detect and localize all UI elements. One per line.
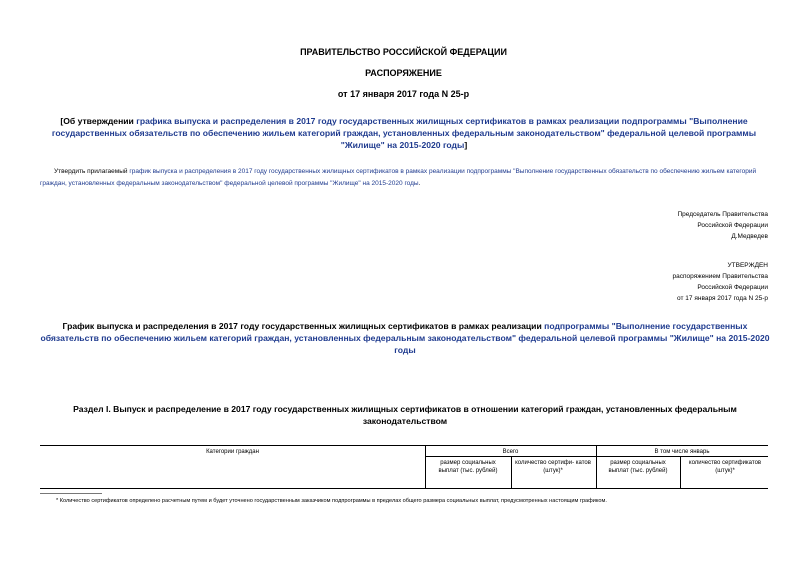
table-bottom-border: [40, 488, 768, 489]
document-type: РАСПОРЯЖЕНИЕ: [365, 68, 442, 78]
title-schedule-link[interactable]: графика выпуска и распределения в 2017 году государственных жилищных сертификатов в рамках реализации подпрограммы "Выполнение государственных обязательств по обеспечению жильем категорий граждан, установленных федеральным законодательством" федеральной целевой программы "Жилище" на 2015-2020 годы: [51, 116, 757, 150]
footnote: * Количество сертификатов определено расчетным путем и будет уточнено государственным заказчиком подпрограммы в пределах общего размера социальных выплат, предусмотренных настоящим графиком.: [56, 498, 607, 504]
header-total: Всего: [502, 449, 519, 455]
header-payments-total: размер социальных выплат (тыс. рублей): [438, 460, 498, 474]
header-payments-january: размер социальных выплат (тыс. рублей): [608, 460, 668, 474]
title-suffix: ]: [464, 140, 468, 150]
signature-block: [560, 209, 768, 242]
approval-date: от 17 января 2017 года N 25-р: [677, 295, 768, 302]
order-text-start: Утвердить прилагаемый: [54, 168, 130, 175]
order-text-end: .: [418, 180, 421, 187]
table-vline-2: [511, 456, 512, 489]
header-count-total: количество сертифи- катов (штук)*: [515, 460, 591, 474]
signature-position: Председатель Правительства: [677, 211, 768, 218]
table-vline-4: [680, 456, 681, 489]
signature-country: Российской Федерации: [697, 222, 768, 229]
order-schedule-link[interactable]: график выпуска и распределения в 2017 году государственных жилищных сертификатов в рамках реализации подпрограммы "Выполнение государственных обязательств по обеспечению жильем категорий граждан, установленных федеральным законодательством" федеральной целевой программы "Жилище" на 2015-2020 годы: [40, 168, 757, 187]
schedule-subprogram-link[interactable]: подпрограммы "Выполнение государственных обязательств по обеспечению жильем категорий граждан, установленных федеральным законодательством" федеральной целевой программы "Жилище" на 2015-2020 годы: [40, 321, 770, 355]
approval-by: распоряжением Правительства: [672, 273, 768, 280]
signature-name: Д.Медведев: [731, 233, 768, 240]
document-date-number: от 17 января 2017 года N 25-р: [337, 89, 470, 99]
footnote-separator: [40, 493, 102, 494]
header-count-january: количество сертификатов (штук)*: [688, 460, 762, 474]
order-paragraph: [40, 166, 770, 190]
government-header: ПРАВИТЕЛЬСТВО РОССИЙСКОЙ ФЕДЕРАЦИИ: [300, 47, 507, 57]
approval-block: [560, 260, 768, 304]
document-title: [46, 115, 762, 151]
table-top-border: [40, 445, 768, 446]
schedule-title-text: График выпуска и распределения в 2017 году государственных жилищных сертификатов в рамках реализации: [62, 321, 545, 331]
title-prefix: [Об утверждении: [60, 116, 137, 126]
section-title: Раздел I. Выпуск и распределение в 2017 году государственных жилищных сертификатов в отношении категорий граждан, установленных федеральным законодательством: [73, 404, 737, 426]
header-categories: Категории граждан: [206, 449, 259, 455]
approval-title: УТВЕРЖДЕН: [727, 262, 768, 269]
approval-country: Российской Федерации: [697, 284, 768, 291]
schedule-title: [40, 320, 770, 356]
header-january: В том числе январь: [654, 449, 710, 455]
